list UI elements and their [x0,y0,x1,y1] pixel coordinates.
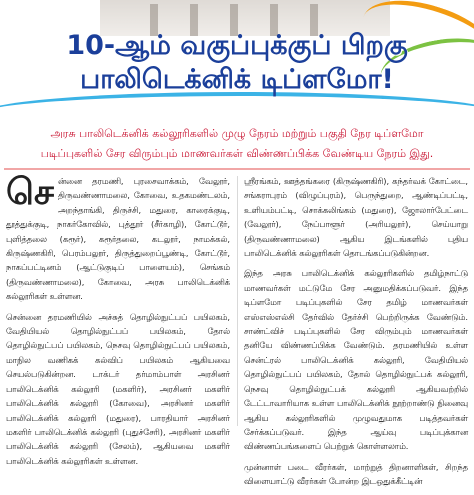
headline-line-2: பாலிடெக்னிக் டிப்ளமோ! [80,64,394,95]
paragraph [6,174,230,304]
article-column-left [6,174,230,474]
paragraph: இந்த அரசு பாலிடெக்னிக் கல்லூரிகளில் தமிழ்நாட்டு மாணவர்கள் மட்டுமே சேர அனுமதிக்கப்படுவர். இந்த டிப்ளமோ படிப்புகளில் சேர தமிழ் மாணவர்கள் எஸ்எஸ்எல்சி தேர்வில் தேர்ச்சி பெற்றிருக்க வேண்டும். சாண்ட்விச் படிப்புகளில் சேர விரும்பும் மாணவர்கள் தனியே விண்ணப்பிக்க வேண்டும். தரமணியில் உள்ள சென்ட்ரல் பாலிடெக்னிக் கல்லூரி, வேதியியல் தொழில்நுட்பப் பயிலகம், தோல் தொழில்நுட்பக் கல்லூரி, நெசவு தொழில்நுட்பக் கல்லூரி ஆகியவற்றில் டேட்டாவாரியாக உள்ள பாலிடெக்னிக் நூற்றாண்டு நினைவு ஆகிய கல்லூரிகளில் முழுவதுமாக படித்தவர்கள் சேர்க்கப்படுவர். இந்த ஆய்வு படிப்புக்கான விண்ணப்பங்களைப் பெற்றுக் கொள்ளலாம். [244,268,468,452]
drop-cap: செ [6,172,54,213]
subheadline-line-2: படிப்புகளில் சேர விரும்பும் மாணவர்கள் விண்ணப்பிக்க வேண்டிய நேரம் இது. [40,147,434,160]
subheadline-line-1: அரசு பாலிடெக்னிக் கல்லூரிகளில் முழு நேரம் மற்றும் பகுதி நேர டிப்ளமோ [50,127,424,140]
paragraph: ஸ்ரீரங்கம், ஊத்தங்கரை (கிருஷ்ணகிரி), கந்தர்வக் கோட்டை, சங்கராபுரம் (விழுப்புரம்), பெருந்துறை, ஆண்டிப்பட்டி, உளியம்பட்டி, சொக்கலிங்கம் (மதுரை), ஜோலார்பேட்டை (வேலூர்), நேப்பாளூர் (அரியலூர்), செய்யாறு (திருவண்ணாமலை) ஆகிய இடங்களில் புதிய பாலிடெக்னிக் கல்லூரிகள் தொடங்கப்படுகின்றன. [244,176,468,259]
paragraph-text: ன்னை தரமணி, புரசைவாக்கம், வேலூர், திருவண்ணாமலை, கோவை, உதகமண்டலம், அறந்தாங்கி, திருச்சி, மதுரை, காரைக்குடி, தூத்துக்குடி, நாகர்கோவில், புத்தூர் (சீர்காழி), கோட்டூர், புளித்தலை (கரூர்), கரூர்தலை, கடலூர், நாமக்கல், கிருஷ்ணகிரி, பெரம்பலூர், திருத்துறைப்பூண்டி, கோட்டூர், நாகப்பட்டினம் (ஆட்டுகுடிப் பாளையம்), செங்கம் (திருவண்ணாமலை), கோவை, அரசு பாலிடெக்னிக் கல்லூரிகள் உள்ளன. [6,176,230,302]
paragraph: முன்னாள் படை வீரர்கள், மாற்றுத் திறனாளிகள், சிறந்த விளையாட்டு வீரர்கள் போன்ற இடஒதுக்கீட்டின் [244,461,468,487]
header-banner [0,0,474,122]
headline-line-1: 10-ஆம் வகுப்புக்குப் பிறகு [66,30,408,61]
section-divider [4,168,470,170]
column-divider [237,176,238,426]
paragraph: சென்னை தரமணியில் அச்சுத் தொழில்நுட்பப் பயிலகம், வேதியியல் தொழில்நுட்பப் பயிலகம், தோல் தொழில்நுட்பப் பயிலகம், நெசவு தொழில்நுட்பப் பயிலகம், மாநில வணிகக் கல்விப் பயிலகம் ஆகியவை செயல்படுகின்றன. டாக்டர் தர்மாம்பாள் அரசினர் பாலிடெக்னிக் கல்லூரி (மகளிர்), அரசினர் மகளிர் பாலிடெக்னிக் கல்லூரி (கோவை), அரசினர் மகளிர் பாலிடெக்னிக் கல்லூரி (மதுரை), பாரதியார் அரசினர் மகளிர் பாலிடெக்னிக் கல்லூரி (புதுச்சேரி), அரசினர் மகளிர் பாலிடெக்னிக் கல்லூரி (சேலம்), ஆகியவை மகளிர் பாலிடெக்னிக் கல்லூரிகள் உள்ளன. [6,311,230,466]
article-column-right [244,174,468,495]
